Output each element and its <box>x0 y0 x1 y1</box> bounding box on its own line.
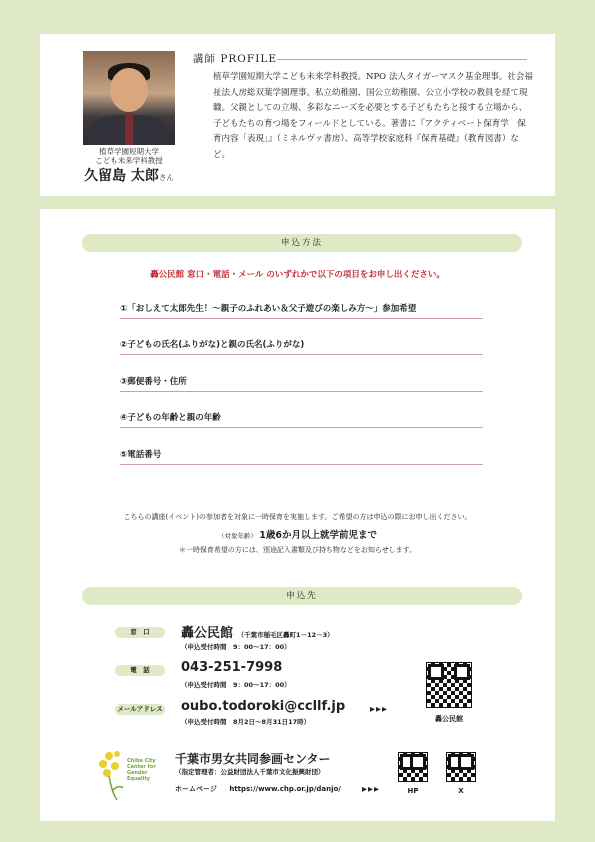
qr-hp-caption: HP <box>407 787 419 795</box>
childcare-footnote: ＊一時保育希望の方には、別途記入書類及び持ち物などをお知らせします。 <box>178 546 417 554</box>
profile-card <box>40 34 555 196</box>
application-card <box>40 209 555 821</box>
profile-bio: 植草学園短期大学こども未来学科教授。NPO 法人タイガーマスク基金理事。社会福祉法人房総双葉学園理事。私立幼稚園、国公立幼稚園、公立小学校の教員を経て現職。父親としての立場、多彩なニーズを必要とする子どもたちと接する立場から、子どもたちの育つ場をフィールドとしている。著書に『アクティベート保育学 保育内容「表現」』（ミネルヴァ書房）、高等学校家庭科『保育基礎』（教育図書）など。 <box>213 72 533 160</box>
instructor-photo <box>83 51 175 145</box>
window-name: 轟公民館 <box>181 626 234 641</box>
qr-x-caption: X <box>458 787 464 795</box>
instructor-name <box>70 165 188 185</box>
mail-value[interactable]: oubo.todoroki@ccllf.jp <box>181 699 346 714</box>
method-heading: 申込方法 <box>82 234 522 252</box>
qr-code-hp-icon[interactable] <box>398 752 428 782</box>
qr-kominkan-caption: 轟公民館 <box>435 715 463 723</box>
phone-value[interactable]: 043-251-7998 <box>181 660 283 675</box>
apply-item-4: ④子どもの年齢と親の年齢 <box>120 411 483 428</box>
center-name: 千葉市男女共同参画センター <box>175 752 331 766</box>
photo-tie <box>125 113 133 145</box>
apply-item-1: ①「おしえて太郎先生！～親子のふれあい＆父子遊びの楽しみ方～」参加希望 <box>120 302 483 319</box>
photo-face <box>110 68 148 112</box>
affiliation-line2: こども未来学科教授 <box>95 156 163 165</box>
window-address: （千葉市稲毛区轟町1－12－3） <box>237 631 334 639</box>
mail-arrows-icon: ▶▶▶ <box>370 705 388 713</box>
phone-label: 電 話 <box>115 665 165 676</box>
name-honorific: さん <box>158 173 174 182</box>
profile-title: 講師 PROFILE <box>193 53 277 65</box>
childcare-target <box>40 527 555 541</box>
homepage-url[interactable]: https://www.chp.or.jp/danjo/ <box>229 785 341 793</box>
mail-hours: （申込受付時間 8月2日～8月31日17時） <box>181 718 311 726</box>
mail-label: メールアドレス <box>115 704 165 715</box>
qr-code-kominkan-icon[interactable] <box>426 662 472 708</box>
window-value <box>181 622 334 641</box>
childcare-note: こちらの講座(イベント)の参加者を対象に一時保育を実施します。ご希望の方は申込の際にお申し出ください。 <box>123 513 472 521</box>
apply-item-5: ⑤電話番号 <box>120 448 483 465</box>
hp-arrows-icon: ▶▶▶ <box>362 785 380 793</box>
phone-hours: （申込受付時間 9：00～17：00） <box>181 681 291 689</box>
childcare-target-label: （対象年齢） <box>218 532 258 540</box>
apply-item-2: ②子どもの氏名(ふりがな)と親の氏名(ふりがな) <box>120 338 483 355</box>
window-hours: （申込受付時間 9：00～17：00） <box>181 643 291 651</box>
apply-item-3: ③郵便番号・住所 <box>120 375 483 392</box>
homepage-label: ホームページ <box>175 785 217 793</box>
center-logo <box>95 742 167 802</box>
childcare-target-value: 1歳6か月以上就学前児まで <box>259 530 377 541</box>
profile-title-rule <box>277 59 527 60</box>
qr-code-x-icon[interactable] <box>446 752 476 782</box>
center-manager: （指定管理者：公益財団法人千葉市文化振興財団） <box>175 768 325 776</box>
logo-text: Chiba City Center for Gender Equality <box>127 758 156 782</box>
name-text: 久留島 太郎 <box>84 168 159 184</box>
method-intro: 轟公民館 窓口・電話・メール のいずれかで以下の項目をお申し出ください。 <box>150 270 445 280</box>
affiliation-line1: 植草学園短期大学 <box>99 147 159 156</box>
center-homepage <box>175 784 341 794</box>
contact-heading: 申込先 <box>82 587 522 605</box>
window-label: 窓 口 <box>115 627 165 638</box>
